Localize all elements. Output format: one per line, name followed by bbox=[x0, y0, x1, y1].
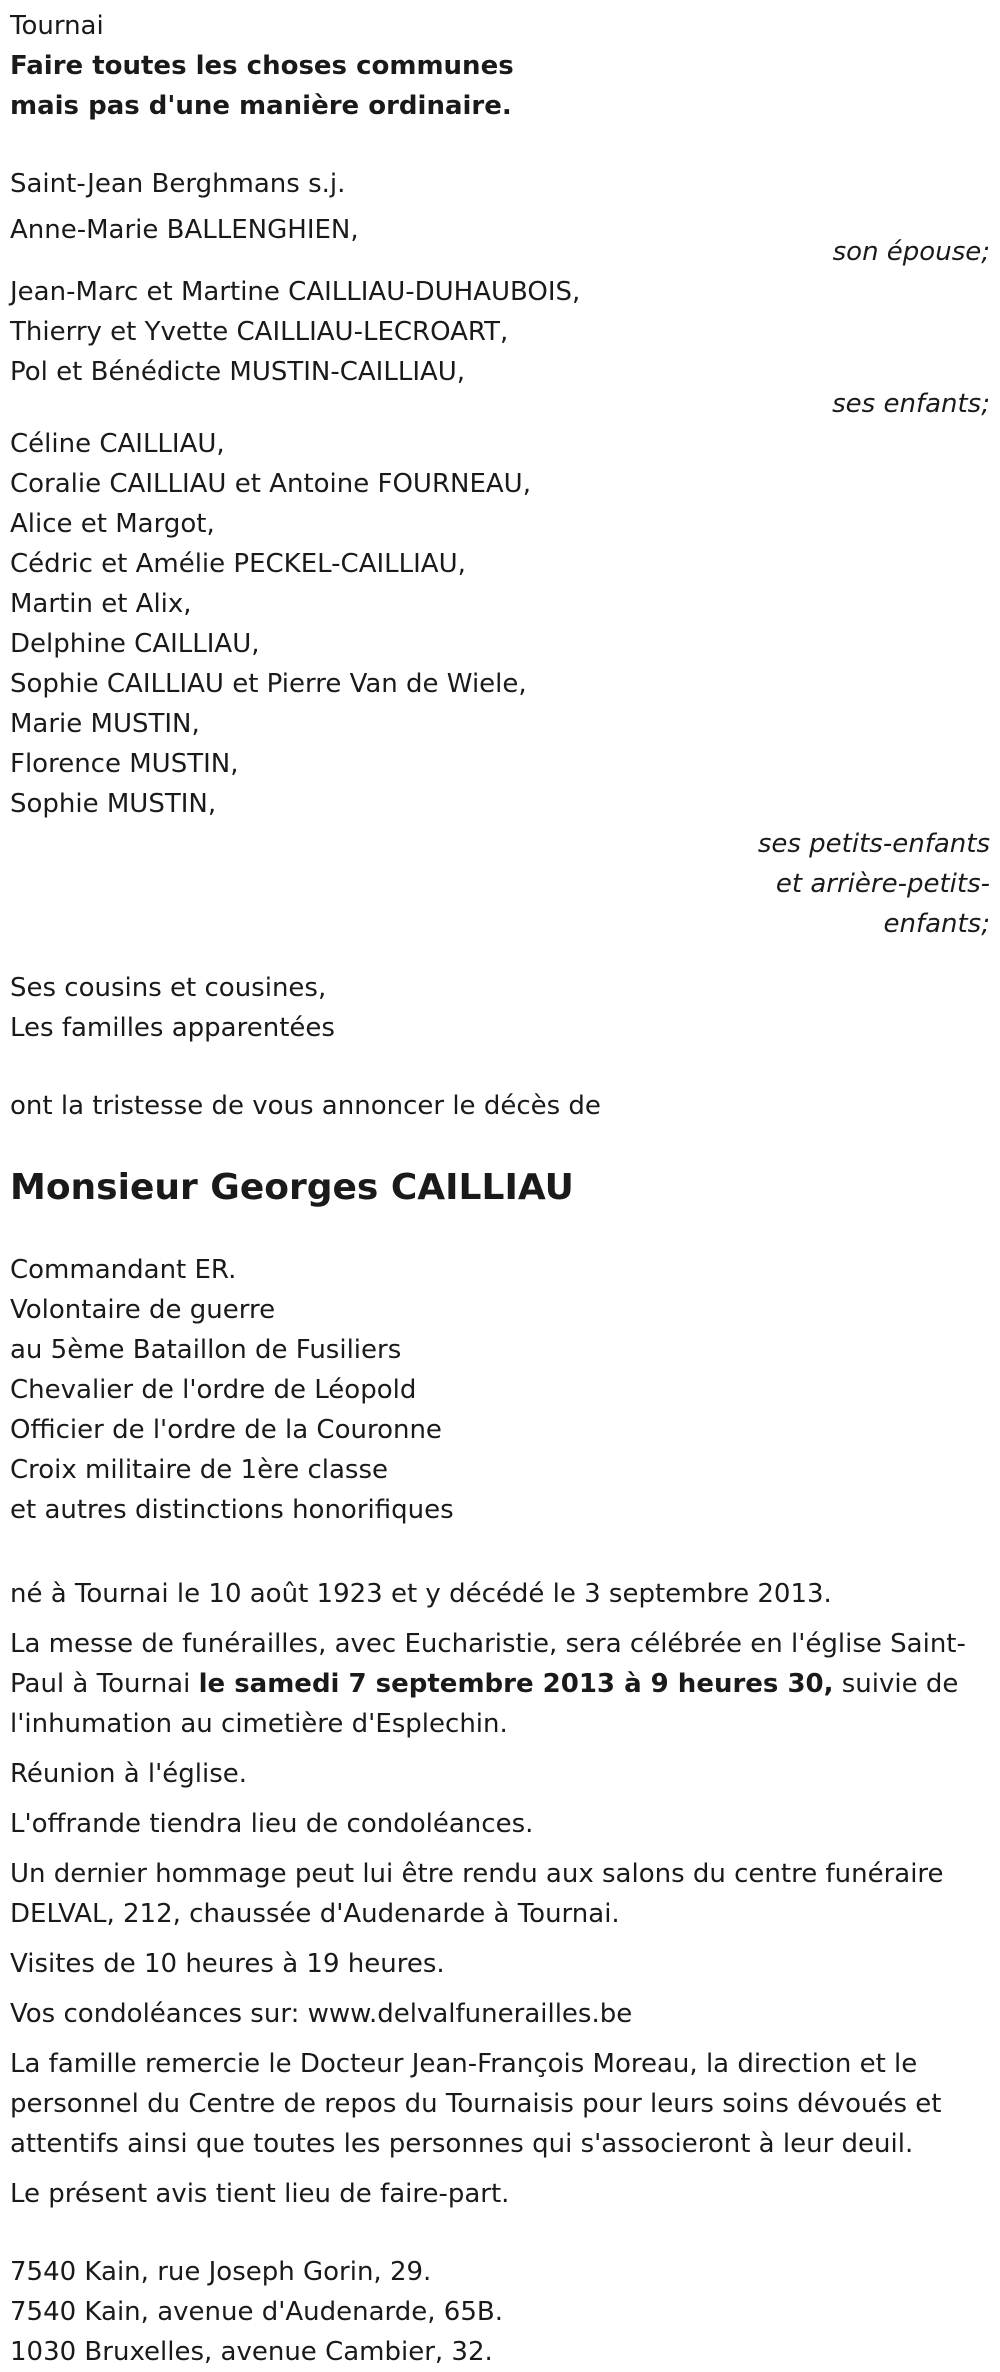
motto-line-1: Faire toutes les choses communes bbox=[10, 51, 514, 81]
homage-text: Un dernier hommage peut lui être rendu aux salons du centre funéraire DELVAL, 212, chaussée d'Audenarde à Tournai. bbox=[10, 1859, 944, 1929]
grandchildren-role-line: enfants; bbox=[883, 909, 990, 939]
mass-text-part-2: suivie de l'inhumation au cimetière d'Esplechin. bbox=[10, 1669, 959, 1739]
grandchild-name: Marie MUSTIN, bbox=[10, 709, 200, 739]
deceased-name: Monsieur Georges CAILLIAU bbox=[10, 1167, 574, 1208]
grandchild-name: Coralie CAILLIAU et Antoine FOURNEAU, bbox=[10, 469, 531, 499]
grandchild-name: Delphine CAILLIAU, bbox=[10, 629, 260, 659]
child-name: Pol et Bénédicte MUSTIN-CAILLIAU, bbox=[10, 357, 466, 387]
children-role: ses enfants; bbox=[832, 389, 990, 419]
spouse-name: Anne-Marie BALLENGHIEN, bbox=[10, 215, 359, 245]
deceased-title: Volontaire de guerre bbox=[10, 1295, 276, 1325]
spouse-role: son épouse; bbox=[832, 237, 990, 267]
birth-death-line: né à Tournai le 10 août 1923 et y décédé le 3 septembre 2013. bbox=[10, 1579, 832, 1609]
reunion-line: Réunion à l'église. bbox=[10, 1759, 248, 1789]
grandchildren-role-line: et arrière-petits- bbox=[775, 869, 990, 899]
deceased-title: au 5ème Bataillon de Fusiliers bbox=[10, 1335, 402, 1365]
child-name: Thierry et Yvette CAILLIAU-LECROART, bbox=[10, 317, 509, 347]
offering-line: L'offrande tiendra lieu de condoléances. bbox=[10, 1809, 534, 1839]
condolences-line: Vos condoléances sur: www.delvalfunerailles.be bbox=[10, 1999, 633, 2029]
address-line: 1030 Bruxelles, avenue Cambier, 32. bbox=[10, 2337, 493, 2367]
mass-date-time: le samedi 7 septembre 2013 à 9 heures 30, bbox=[198, 1669, 834, 1699]
obituary-notice bbox=[10, 0, 990, 2372]
address-line: 7540 Kain, rue Joseph Gorin, 29. bbox=[10, 2257, 432, 2287]
grandchild-name: Florence MUSTIN, bbox=[10, 749, 239, 779]
announcement-text: ont la tristesse de vous annoncer le décès de bbox=[10, 1091, 601, 1121]
deceased-title: Commandant ER. bbox=[10, 1255, 237, 1285]
relatives-line: Les familles apparentées bbox=[10, 1013, 335, 1043]
deceased-title: et autres distinctions honorifiques bbox=[10, 1495, 454, 1525]
visits-line: Visites de 10 heures à 19 heures. bbox=[10, 1949, 445, 1979]
notice-line: Le présent avis tient lieu de faire-part. bbox=[10, 2179, 510, 2209]
motto-line-2: mais pas d'une manière ordinaire. bbox=[10, 91, 512, 121]
grandchild-name: Alice et Margot, bbox=[10, 509, 215, 539]
grandchild-name: Cédric et Amélie PECKEL-CAILLIAU, bbox=[10, 549, 466, 579]
grandchild-name: Sophie CAILLIAU et Pierre Van de Wiele, bbox=[10, 669, 527, 699]
grandchildren-role-line: ses petits-enfants bbox=[757, 829, 990, 859]
mass-text-part-1: La messe de funérailles, avec Eucharistie, sera célébrée en l'église Saint-Paul à Tournai bbox=[10, 1629, 966, 1699]
deceased-title: Chevalier de l'ordre de Léopold bbox=[10, 1375, 417, 1405]
grandchild-name: Martin et Alix, bbox=[10, 589, 192, 619]
grandchild-name: Céline CAILLIAU, bbox=[10, 429, 225, 459]
funeral-mass-text bbox=[10, 1624, 990, 1744]
child-name: Jean-Marc et Martine CAILLIAU-DUHAUBOIS, bbox=[10, 277, 581, 307]
relatives-line: Ses cousins et cousines, bbox=[10, 973, 327, 1003]
address-line: 7540 Kain, avenue d'Audenarde, 65B. bbox=[10, 2297, 503, 2327]
thanks-text: La famille remercie le Docteur Jean-François Moreau, la direction et le personnel du Centre de repos du Tournaisis pour leurs soins dévoués et attentifs ainsi que toutes les personnes qui s'associeront à leur deuil. bbox=[10, 2049, 942, 2159]
grandchild-name: Sophie MUSTIN, bbox=[10, 789, 217, 819]
deceased-title: Croix militaire de 1ère classe bbox=[10, 1455, 389, 1485]
city-heading: Tournai bbox=[10, 11, 104, 41]
quote-author: Saint-Jean Berghmans s.j. bbox=[10, 169, 346, 199]
deceased-title: Officier de l'ordre de la Couronne bbox=[10, 1415, 442, 1445]
